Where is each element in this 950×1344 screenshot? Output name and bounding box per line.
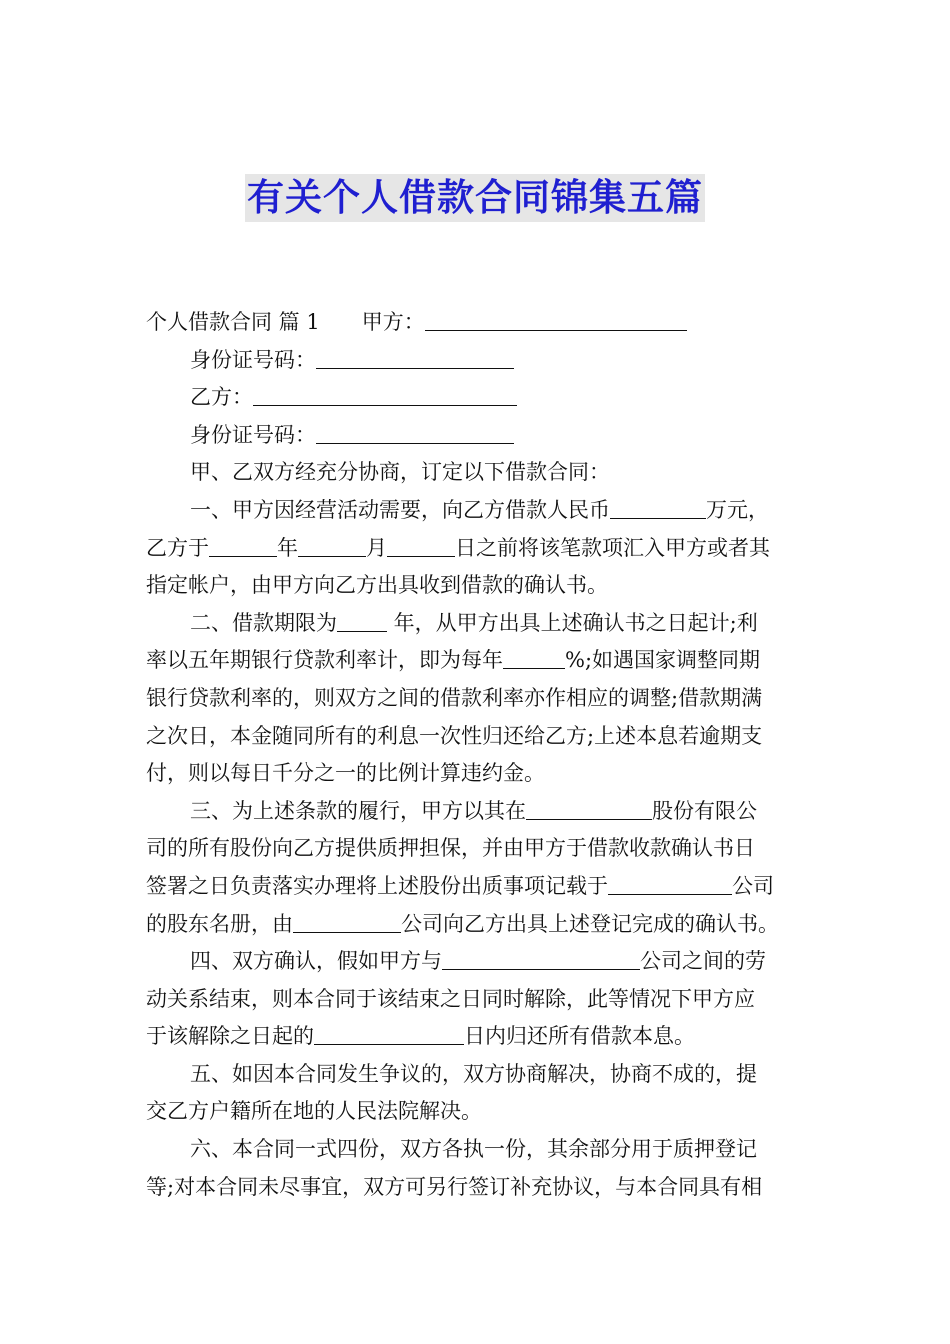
text-line bbox=[146, 1093, 806, 1131]
line-text: 六、本合同一式四份，双方各执一份，其余部分用于质押登记 bbox=[190, 1137, 757, 1162]
text-line bbox=[146, 793, 806, 831]
text-line bbox=[146, 981, 806, 1019]
line-text: 动关系结束，则本合同于该结束之日同时解除，此等情况下甲方应 bbox=[146, 986, 755, 1011]
fill-blank[interactable] bbox=[293, 911, 401, 933]
text-line bbox=[146, 1018, 806, 1056]
line-text: 交乙方户籍所在地的人民法院解决。 bbox=[146, 1099, 482, 1124]
line-text: 率以五年期银行贷款利率计，即为每年 bbox=[146, 648, 503, 673]
line-text: 日之前将该笔款项汇入甲方或者其 bbox=[455, 535, 770, 560]
line-text: %;如遇国家调整同期 bbox=[565, 648, 761, 673]
text-line bbox=[146, 530, 806, 568]
text-line bbox=[146, 379, 806, 417]
text-line bbox=[146, 417, 806, 455]
line-text: 公司 bbox=[732, 873, 774, 898]
line-text: 等;对本合同未尽事宜，双方可另行签订补充协议，与本合同具有相 bbox=[146, 1174, 763, 1199]
line-text: 三、为上述条款的履行，甲方以其在 bbox=[190, 798, 526, 823]
text-line bbox=[146, 342, 806, 380]
line-text: 之次日，本金随同所有的利息一次性归还给乙方;上述本息若逾期支 bbox=[146, 723, 763, 748]
line-text: 公司之间的劳 bbox=[640, 949, 766, 974]
fill-blank[interactable] bbox=[503, 647, 565, 669]
text-line bbox=[146, 755, 806, 793]
line-text: 一、甲方因经营活动需要，向乙方借款人民币 bbox=[190, 497, 610, 522]
line-text: 身份证号码： bbox=[190, 347, 316, 372]
fill-blank[interactable] bbox=[526, 798, 652, 820]
text-line bbox=[146, 718, 806, 756]
text-line bbox=[146, 642, 806, 680]
line-text: 银行贷款利率的，则双方之间的借款利率亦作相应的调整;借款期满 bbox=[146, 685, 763, 710]
text-line bbox=[146, 454, 806, 492]
line-text: 指定帐户，由甲方向乙方出具收到借款的确认书。 bbox=[146, 573, 608, 598]
fill-blank[interactable] bbox=[387, 535, 455, 557]
text-line bbox=[146, 1169, 806, 1207]
text-line bbox=[146, 1056, 806, 1094]
fill-blank[interactable] bbox=[337, 610, 387, 632]
line-text: 个人借款合同 篇 1 甲方： bbox=[146, 310, 425, 334]
text-line bbox=[146, 605, 806, 643]
fill-blank[interactable] bbox=[425, 309, 687, 331]
line-text: 身份证号码： bbox=[190, 422, 316, 447]
line-text: 年 bbox=[277, 535, 298, 560]
line-text: 月 bbox=[366, 535, 387, 560]
text-line bbox=[146, 304, 806, 342]
line-text: 公司向乙方出具上述登记完成的确认书。 bbox=[401, 911, 779, 936]
fill-blank[interactable] bbox=[316, 347, 514, 369]
line-text: 的股东名册，由 bbox=[146, 911, 293, 936]
title-wrap bbox=[0, 174, 950, 222]
line-text: 乙方于 bbox=[146, 535, 209, 560]
line-text: 万元， bbox=[706, 497, 769, 522]
text-line bbox=[146, 1131, 806, 1169]
text-line bbox=[146, 830, 806, 868]
fill-blank[interactable] bbox=[314, 1023, 464, 1045]
text-line bbox=[146, 906, 806, 944]
fill-blank[interactable] bbox=[253, 384, 517, 406]
line-text: 股份有限公 bbox=[652, 798, 757, 823]
line-text: 司的所有股份向乙方提供质押担保，并由甲方于借款收款确认书日 bbox=[146, 836, 755, 861]
fill-blank[interactable] bbox=[608, 873, 732, 895]
contract-body bbox=[146, 304, 806, 1206]
fill-blank[interactable] bbox=[316, 422, 514, 444]
line-text: 五、如因本合同发生争议的，双方协商解决，协商不成的，提 bbox=[190, 1061, 757, 1086]
line-text: 乙方： bbox=[190, 385, 253, 410]
line-text: 签署之日负责落实办理将上述股份出质事项记载于 bbox=[146, 873, 608, 898]
line-text: 二、借款期限为 bbox=[190, 610, 337, 635]
fill-blank[interactable] bbox=[442, 948, 640, 970]
text-line bbox=[146, 567, 806, 605]
document-title: 有关个人借款合同锦集五篇 bbox=[245, 174, 705, 222]
fill-blank[interactable] bbox=[610, 497, 706, 519]
text-line bbox=[146, 868, 806, 906]
line-text: 四、双方确认，假如甲方与 bbox=[190, 949, 442, 974]
line-text: 日内归还所有借款本息。 bbox=[464, 1024, 695, 1049]
text-line bbox=[146, 943, 806, 981]
line-text: 付，则以每日千分之一的比例计算违约金。 bbox=[146, 761, 545, 786]
line-text: 于该解除之日起的 bbox=[146, 1024, 314, 1049]
line-text: 甲、乙双方经充分协商，订定以下借款合同： bbox=[190, 460, 610, 485]
fill-blank[interactable] bbox=[298, 535, 366, 557]
text-line bbox=[146, 680, 806, 718]
text-line bbox=[146, 492, 806, 530]
fill-blank[interactable] bbox=[209, 535, 277, 557]
line-text: 年，从甲方出具上述确认书之日起计;利 bbox=[387, 610, 758, 635]
